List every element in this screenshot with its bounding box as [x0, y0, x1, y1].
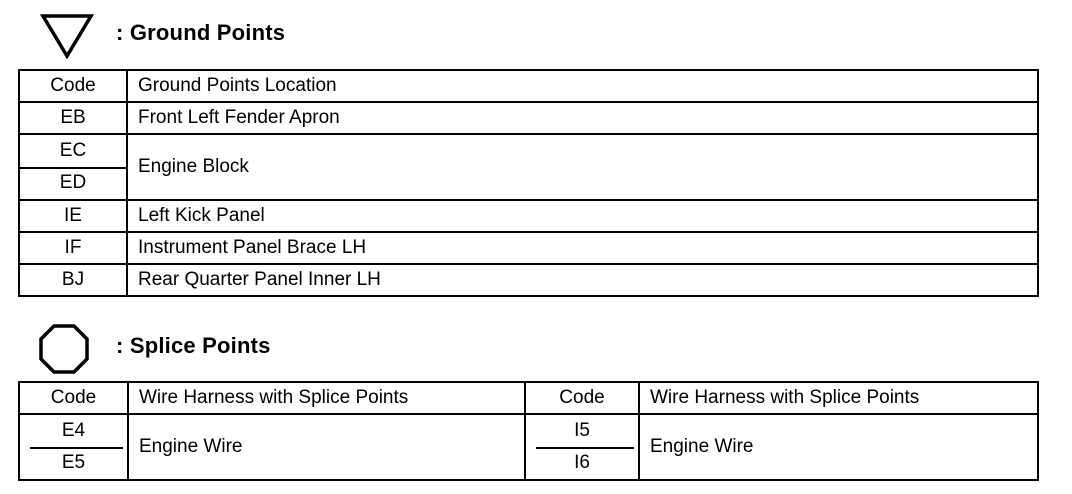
table-row — [19, 134, 1038, 200]
inverted-triangle-icon — [40, 13, 94, 59]
splice-points-title: : Splice Points — [116, 333, 271, 358]
table-row — [19, 232, 1038, 264]
ground-code: BJ — [19, 264, 127, 296]
code-divider — [20, 167, 126, 169]
header-code-right: Code — [525, 382, 639, 414]
ground-code: IF — [19, 232, 127, 264]
splice-code: E5 — [61, 452, 86, 473]
table-row — [19, 200, 1038, 232]
ground-code: IE — [19, 200, 127, 232]
ground-location: Instrument Panel Brace LH — [127, 232, 1038, 264]
splice-code: I6 — [574, 452, 590, 473]
splice-code-pair-right — [525, 414, 639, 480]
ground-points-table — [18, 69, 1039, 297]
header-location: Ground Points Location — [127, 70, 1038, 102]
splice-code: I5 — [574, 420, 590, 441]
header-harness-left: Wire Harness with Splice Points — [128, 382, 525, 414]
ground-points-heading — [116, 20, 285, 46]
table-row — [19, 414, 1038, 480]
splice-points-heading — [116, 333, 271, 359]
ground-location: Engine Block — [127, 134, 1038, 200]
splice-harness-left: Engine Wire — [128, 414, 525, 480]
ground-code: EC — [59, 140, 87, 161]
ground-code: EB — [19, 102, 127, 134]
header-harness-right: Wire Harness with Splice Points — [639, 382, 1038, 414]
table-header-row — [19, 70, 1038, 102]
ground-code: ED — [59, 172, 87, 193]
splice-harness-right: Engine Wire — [639, 414, 1038, 480]
octagon-icon — [38, 323, 90, 375]
ground-location: Front Left Fender Apron — [127, 102, 1038, 134]
table-row — [19, 264, 1038, 296]
ground-location: Rear Quarter Panel Inner LH — [127, 264, 1038, 296]
ground-location: Left Kick Panel — [127, 200, 1038, 232]
header-code-left: Code — [19, 382, 128, 414]
header-code: Code — [19, 70, 127, 102]
ground-points-title: : Ground Points — [116, 20, 286, 45]
ground-code-pair — [19, 134, 127, 200]
table-row — [19, 102, 1038, 134]
table-header-row — [19, 382, 1038, 414]
code-divider — [536, 447, 634, 449]
splice-points-table — [18, 381, 1039, 481]
splice-code: E4 — [61, 420, 86, 441]
code-divider — [30, 447, 123, 449]
splice-code-pair-left — [19, 414, 128, 480]
